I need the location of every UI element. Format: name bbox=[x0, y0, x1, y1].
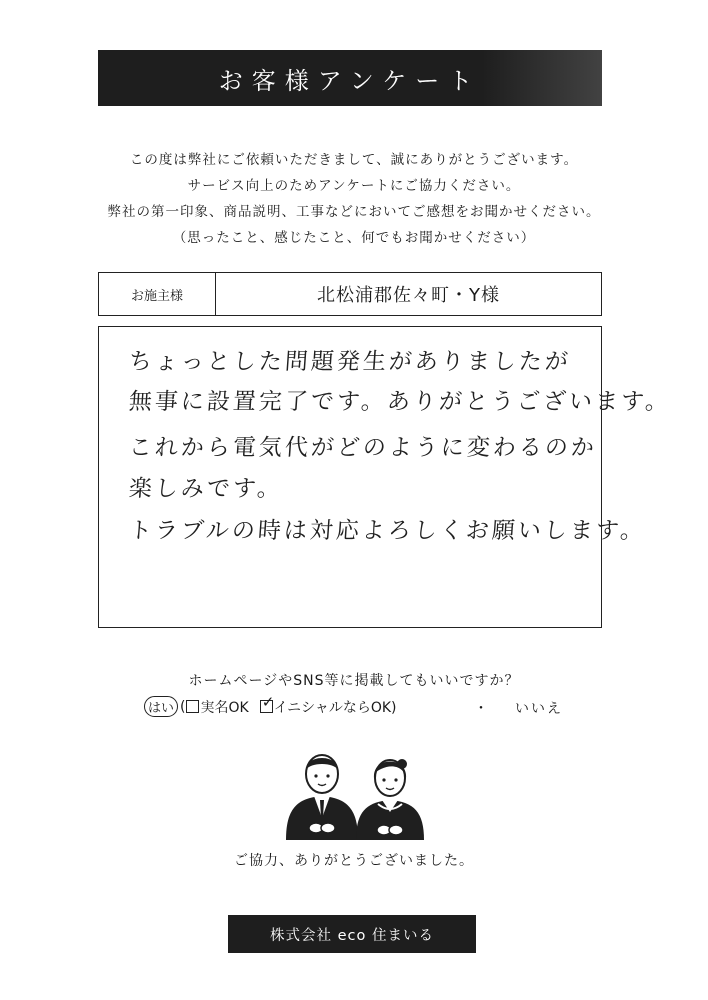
thanks-message: ご協力、ありがとうございました。 bbox=[234, 853, 474, 869]
answer-separator: ・ bbox=[474, 701, 488, 717]
comment-line: 無事に設置完了です。ありがとうございます。 bbox=[127, 389, 673, 415]
staff-woman-illustration bbox=[356, 759, 424, 840]
checkbox-icon bbox=[260, 693, 275, 713]
survey-title: お客様アンケート bbox=[218, 66, 482, 95]
staff-illustration bbox=[278, 748, 428, 840]
option-initial: イニシャルならOK) bbox=[273, 699, 397, 716]
intro-line-4: （思ったこと、感じたこと、何でもお聞かせください） bbox=[172, 230, 536, 246]
comment-box bbox=[98, 326, 673, 628]
option-real-name: 実名OK bbox=[200, 699, 249, 716]
publish-answer-row bbox=[144, 693, 397, 717]
comment-line: これから電気代がどのように変わるのか bbox=[127, 435, 598, 461]
intro-line-3: 弊社の第一印象、商品説明、工事などにおいてご感想をお聞かせください。 bbox=[107, 204, 601, 220]
intro-line-2: サービス向上のためアンケートにご協力ください。 bbox=[187, 178, 521, 194]
checked-mark-icon: ✓ bbox=[261, 693, 275, 711]
no-option: いいえ bbox=[515, 701, 563, 717]
customer-row bbox=[98, 272, 602, 316]
comment-line: トラブルの時は対応よろしくお願いします。 bbox=[127, 518, 647, 544]
company-banner bbox=[228, 915, 476, 953]
survey-title-banner bbox=[98, 50, 602, 106]
company-name: 株式会社 eco 住まいる bbox=[270, 927, 434, 944]
comment-line: 楽しみです。 bbox=[127, 476, 284, 502]
intro-line-1: この度は弊社にご依頼いただきまして、誠にありがとうございます。 bbox=[129, 152, 579, 168]
open-paren: ( bbox=[180, 698, 186, 715]
customer-label: お施主様 bbox=[99, 273, 216, 315]
publish-question: ホームページやSNS等に掲載してもいいですか？ bbox=[188, 673, 520, 689]
yes-option-circled: はい bbox=[144, 696, 178, 717]
checkbox-icon bbox=[186, 700, 199, 713]
staff-man-illustration bbox=[286, 755, 358, 840]
comment-line: ちょっとした問題発生がありましたが bbox=[127, 349, 572, 375]
customer-name: 北松浦郡佐々町・Y様 bbox=[317, 285, 500, 306]
